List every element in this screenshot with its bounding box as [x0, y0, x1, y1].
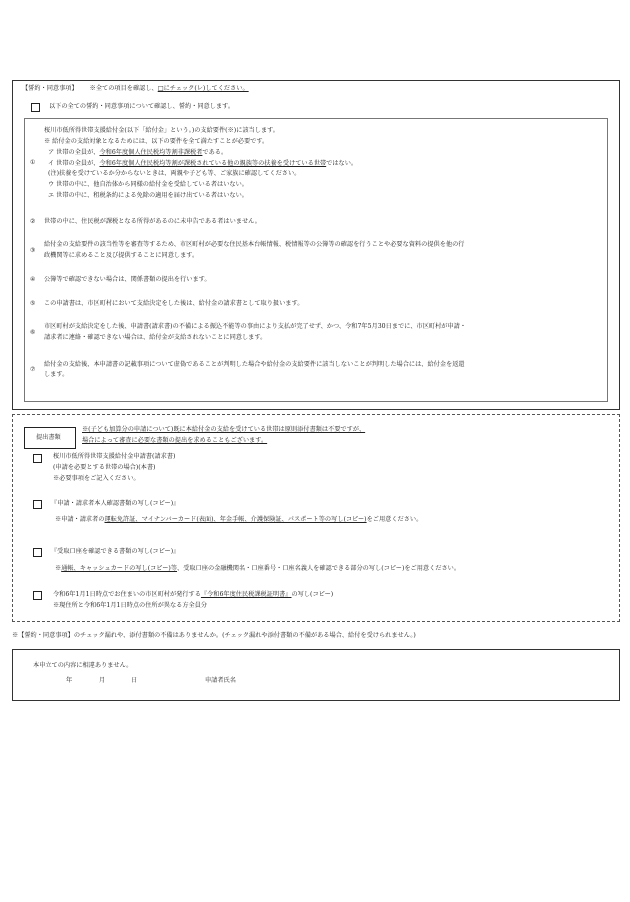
doc2-checkbox[interactable] [33, 500, 42, 509]
documents-note-line2: 場合によって審査に必要な書類の提出を求めることもございます。 [82, 437, 268, 444]
agree-all-label: 以下の全ての誓約・同意事項について確認し、誓約・同意します。 [49, 103, 235, 110]
item3-line2: 政機関等に求めること及び提供することに同意します。 [44, 252, 199, 259]
agree-all-checkbox[interactable] [31, 103, 40, 112]
item3-line1: 給付金の支給要件の該当性等を審査等するため、市区町村が必要な住民基本台帳情報、税情報等の公簿等の確認を行うことや必要な資料の提供を他の行 [44, 241, 465, 248]
item6-number: ⑥ [30, 329, 36, 336]
item4-number: ④ [30, 276, 36, 283]
item4-text: 公簿等で確認できない場合は、関係書類の提出を行います。 [44, 276, 211, 283]
doc1-line2: (申請を必要とする世帯の場合)(本書) [53, 464, 156, 471]
item5-text: この申請書は、市区町村において支給決定をした後は、給付金の請求書として取り扱います。 [44, 300, 304, 307]
item6-line1: 市区町村が支給決定をした後、申請書(請求書)の不備による振込不能等の事由により支払が完了せず、かつ、令和7年5月30日までに、市区町村が申請・ [44, 323, 467, 330]
doc4-line1: 令和6年1月1日時点でお住まいの市区町村が発行する『令和6年度住民税課税証明書』の写し(コピー) [53, 591, 334, 598]
doc3-title: 『受取口座を確認できる書類の写し(コピー)』 [51, 548, 180, 555]
item2-number: ② [30, 218, 36, 225]
consent-heading: 【誓約・同意事項】 ※全ての項目を確認し、□にチェック(レ)してください。 [22, 85, 249, 92]
item1-line2: ※ 給付金の支給対象となるためには、以下の要件を全て満たすことが必要です。 [44, 138, 269, 145]
doc4-checkbox[interactable] [33, 591, 42, 600]
documents-label: 提出書類 [36, 434, 61, 441]
doc4-line2: ※現住所と令和6年1月1日時点の住所が異なる方全員分 [53, 602, 208, 609]
item1-e: エ 世帯の中に、租税条約による免除の適用を届け出ている者はいない。 [48, 192, 248, 199]
item7-line1: 給付金の支給後、本申請書の記載事項について虚偽であることが判明した場合や給付金の支給要件に該当しないことが判明した場合には、給付金を返還 [44, 361, 465, 368]
item3-number: ③ [30, 247, 36, 254]
signature-year-label: 年 [66, 677, 73, 684]
item2-text: 世帯の中に、住民税が課税となる所得があるのに未申告である者はいません。 [44, 218, 261, 225]
doc1-line3: ※必要事項をご記入ください。 [53, 475, 140, 482]
signature-section [12, 649, 620, 701]
documents-note-line1: ※(子ども加算分の申請について)既に本給付金の支給を受けている世帯は原則添付書類は不要ですが、 [82, 426, 366, 433]
item1-i: イ 世帯の全員が、令和6年度個人住民税均等割が課税されている他の親族等の扶養を受けている世帯ではない。 [48, 160, 358, 167]
signature-month-label: 月 [99, 677, 106, 684]
doc1-checkbox[interactable] [33, 454, 42, 463]
doc1-line1: 桜川市低所得世帯支援給付金申請書(請求書) [53, 453, 176, 460]
item1-u: ウ 世帯の中に、他自治体から同様の給付金を受給している者はいない。 [48, 181, 248, 188]
item7-line2: します。 [44, 371, 69, 378]
item7-number: ⑦ [30, 366, 36, 373]
doc2-note: ※申請・請求者の運転免許証、マイナンバーカード(表面)、年金手帳、介護保険証、パスポート等の写し(コピー)をご用意ください。 [55, 516, 423, 523]
item5-number: ⑤ [30, 300, 36, 307]
signature-statement: 本申立ての内容に相違ありません。 [33, 662, 133, 669]
doc2-title: 『申請・請求者本人確認書類の写し(コピー)』 [51, 500, 180, 507]
item1-a: ア 世帯の全員が、令和6年度個人住民税均等割非課税者である。 [48, 149, 228, 156]
doc3-checkbox[interactable] [33, 548, 42, 557]
item1-line1: 桜川市低所得世帯支援給付金(以下「給付金」という。)の支給要件(※)に該当します。 [44, 127, 279, 134]
item1-number: ① [30, 159, 36, 166]
item6-line2: 請求者に連絡・確認できない場合は、給付金が支給されないことに同意します。 [44, 334, 267, 341]
item1-i-note: (注)扶養を受けているか分からないときは、両親や子ども等、ご家族に確認してください。 [48, 170, 301, 177]
doc3-note: ※通帳、キャッシュカードの写し(コピー)等、受取口座の金融機関名・口座番号・口座名義人を確認できる部分の写し(コピー)をご用意ください。 [55, 565, 461, 572]
signature-day-label: 日 [131, 677, 138, 684]
applicant-name-label: 申請者氏名 [205, 677, 236, 684]
checklist-warning: ※【誓約・同意事項】のチェック漏れや、添付書類の不備はありませんか。(チェック漏れや添付書類の不備がある場合、給付を受けられません。) [12, 632, 416, 639]
